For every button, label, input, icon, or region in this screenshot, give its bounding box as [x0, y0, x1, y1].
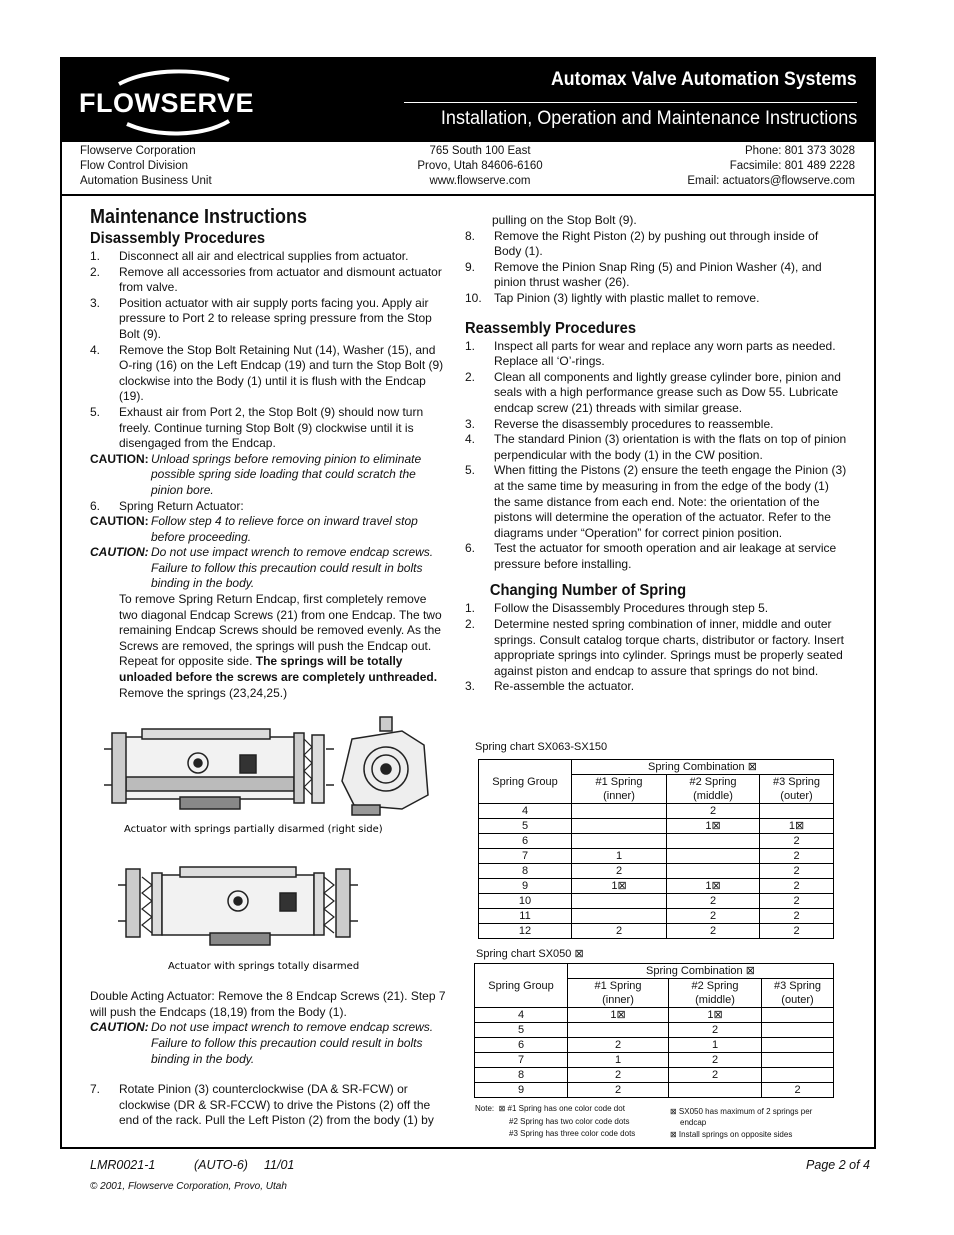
spring-group-header: Spring Group: [479, 760, 572, 804]
spring-count-cell: 2: [760, 909, 834, 924]
address-line: Flowserve Corporation: [80, 145, 196, 157]
step-number: 2.: [90, 264, 101, 279]
col-header: #1 Spring (inner): [572, 775, 667, 804]
spring-count-cell: 2: [760, 924, 834, 939]
logo-text: FLOWSERVE: [79, 88, 255, 118]
step-number: 8.: [465, 228, 476, 243]
caution-text: Do not use impact wrench to remove endcap screws. Failure to follow this precaution could result in bolts binding in the body.: [151, 545, 434, 591]
caution-label: CAUTION:: [90, 451, 149, 466]
spring-count-cell: [572, 834, 667, 849]
copyright: © 2001, Flowserve Corporation, Provo, Utah: [90, 1181, 287, 1192]
step-text: Test the actuator for smooth operation and air leakage at service pressure before installing.: [494, 541, 837, 571]
table-row: [475, 1038, 834, 1053]
caution-note: [90, 514, 448, 545]
table-notes-right: [670, 1106, 812, 1142]
table-row: [479, 924, 834, 939]
note: ⊠ #1 Spring has one color code dot: [498, 1104, 625, 1113]
step-text: Determine nested spring combination of inner, middle and outer springs. Consult catalog torque charts, distributor or factory. Insert appropriate springs into cylinder. Springs must be properly seated against piston and endcap to assure that springs do not bind.: [494, 617, 844, 678]
note: ⊠ SX050 has maximum of 2 springs per: [670, 1107, 813, 1116]
step-number: 1.: [465, 338, 476, 353]
step-number: 3.: [465, 679, 476, 694]
col-header: #1 Spring (inner): [568, 979, 669, 1008]
spring-group-cell: 5: [479, 819, 572, 834]
spring-count-cell: [762, 1008, 834, 1023]
spring-count-cell: 1⊠: [572, 879, 667, 894]
list-item: [90, 249, 448, 265]
spring-count-cell: 2: [572, 864, 667, 879]
step-text: Tap Pinion (3) lightly with plastic mallet to remove.: [494, 290, 760, 305]
section-title: Maintenance Instructions: [90, 206, 308, 228]
spring-chart-1: [475, 741, 834, 939]
spring-count-cell: [667, 849, 760, 864]
spring-count-cell: [669, 1083, 762, 1098]
step-text: Rotate Pinion (3) counterclockwise (DA & SR-FCW) or clockwise (DR & SR-FCCW) to drive the Pistons (2) off the end of the rack. Pull the Left Piston (2) from the body (1) by: [119, 1082, 434, 1128]
spring-count-cell: [572, 894, 667, 909]
doc-reference: [90, 1158, 294, 1172]
spring-count-cell: 1⊠: [667, 819, 760, 834]
caution-note: [90, 1020, 448, 1067]
list-item: [465, 679, 847, 695]
spring-count-cell: 2: [667, 909, 760, 924]
step-number: 1.: [90, 249, 101, 263]
spring-group-cell: 8: [475, 1068, 568, 1083]
spring-count-cell: 2: [760, 879, 834, 894]
header-title: Automax Valve Automation Systems: [551, 69, 857, 90]
list-item: [465, 229, 847, 260]
list-item: [465, 417, 847, 433]
spring-count-cell: [572, 804, 667, 819]
website-link[interactable]: www.flowserve.com: [429, 175, 531, 187]
caution-label: CAUTION:: [90, 514, 149, 529]
table-row: [479, 864, 834, 879]
caution-note: [90, 452, 448, 499]
spring-count-cell: 2: [760, 834, 834, 849]
step-number: 9.: [465, 259, 476, 274]
step-number: 4.: [465, 432, 476, 447]
spring-count-cell: [572, 909, 667, 924]
note: #3 Spring has three color code dots: [509, 1129, 636, 1138]
step-number: 1.: [465, 601, 476, 616]
spring-count-cell: 1⊠: [669, 1008, 762, 1023]
step-number: 2.: [465, 617, 476, 632]
spring-count-cell: 1⊠: [667, 879, 760, 894]
doc-number: LMR0021-1: [90, 1158, 156, 1172]
spring-group-cell: 6: [475, 1038, 568, 1053]
spring-group-cell: 10: [479, 894, 572, 909]
address-line: 765 South 100 East: [429, 145, 531, 157]
step-text: Position actuator with air supply ports facing you. Apply air pressure to Port 2 to release spring pressure from the Stop Bolt (9).: [119, 295, 432, 341]
address-center: [345, 144, 615, 189]
list-item: [465, 260, 847, 291]
step-text: The standard Pinion (3) orientation is with the flats on top of pinion perpendicular with the body (1) in the CW position.: [494, 432, 847, 462]
spring-count-cell: 2: [669, 1023, 762, 1038]
spring-table-1: [478, 759, 834, 939]
step-number: 3.: [465, 416, 476, 431]
step-text: Re-assemble the actuator.: [494, 679, 635, 694]
table-row: [475, 1023, 834, 1038]
email-link[interactable]: Email: actuators@flowserve.com: [687, 175, 855, 187]
fax: Facsimile: 801 489 2228: [729, 160, 855, 172]
spring-group-cell: 7: [475, 1053, 568, 1068]
step-text: Remove the Pinion Snap Ring (5) and Pinion Washer (4), and pinion thrust washer (26).: [494, 259, 822, 290]
spring-combination-header: Spring Combination ⊠: [568, 964, 834, 979]
address-divider: [61, 194, 875, 196]
phone: Phone: 801 373 3028: [745, 145, 855, 157]
disassembly-steps: [90, 249, 448, 452]
spring-count-cell: 2: [760, 864, 834, 879]
spring-group-cell: 4: [479, 804, 572, 819]
figure-caption: Actuator with springs totally disarmed: [168, 961, 360, 973]
note-label: Note:: [475, 1104, 495, 1113]
spring-count-cell: 1⊠: [760, 819, 834, 834]
spring-count-cell: [762, 1023, 834, 1038]
caution-note: [90, 545, 448, 592]
paragraph-text: To remove Spring Return Endcap, first completely remove two diagonal Endcap Screws (21) from one Endcap. The two remaining Endcap Screws should be removed evenly. As the Screws are removed, the springs will push the Endcap out. Repeat for opposite side.: [119, 592, 442, 669]
list-item: [465, 339, 847, 370]
note: #2 Spring has two color code dots: [509, 1116, 630, 1126]
table-row: [479, 879, 834, 894]
table-label: Spring chart SX063-SX150: [475, 741, 608, 753]
table-row: [479, 849, 834, 864]
address-line: Automation Business Unit: [80, 175, 212, 187]
list-item: [90, 296, 448, 343]
table-row: [475, 1068, 834, 1083]
header-subtitle: Installation, Operation and Maintenance Instructions: [440, 108, 857, 129]
list-item: [465, 291, 847, 307]
spring-count-cell: [667, 864, 760, 879]
spring-count-cell: [568, 1023, 669, 1038]
doc-date: 11/01: [264, 1158, 295, 1172]
flowserve-logo: [79, 66, 259, 138]
spring-count-cell: 2: [760, 849, 834, 864]
spring-count-cell: [762, 1053, 834, 1068]
table-row: [475, 1008, 834, 1023]
spring-group-cell: 9: [479, 879, 572, 894]
caution-text: Do not use impact wrench to remove endcap screws. Failure to follow this precaution could result in bolts binding in the body.: [151, 1020, 434, 1066]
table-row: [475, 1083, 834, 1098]
spring-count-cell: 1: [572, 849, 667, 864]
step-text: Disconnect all air and electrical supplies from actuator.: [119, 249, 409, 263]
spring-combination-header: Spring Combination ⊠: [572, 760, 834, 775]
spring-count-cell: 2: [669, 1053, 762, 1068]
spring-count-cell: 2: [572, 924, 667, 939]
step-number: 4.: [90, 342, 101, 357]
step-number: 10.: [465, 290, 482, 305]
address-line: Provo, Utah 84606-6160: [417, 160, 543, 172]
table-label: Spring chart SX050 ⊠: [476, 948, 584, 960]
table-row: [479, 909, 834, 924]
spring-table-2: [474, 963, 834, 1098]
spring-group-cell: 7: [479, 849, 572, 864]
header-divider: [404, 102, 857, 103]
col-header: #2 Spring (middle): [667, 775, 760, 804]
step-text: Clean all components and lightly grease cylinder bore, pinion and seals with a high performance grease such as Dow 55. Lubricate endcap screw (21) threads with similar grease.: [494, 369, 841, 415]
spring-count-cell: 2: [760, 894, 834, 909]
spring-count-cell: 2: [669, 1068, 762, 1083]
address-left: [80, 144, 212, 189]
spring-count-cell: 1⊠: [568, 1008, 669, 1023]
actuator-figure: [90, 709, 448, 979]
spring-group-header: Spring Group: [475, 964, 568, 1008]
table-row: [479, 894, 834, 909]
table-row: [475, 1053, 834, 1068]
table-row: [479, 834, 834, 849]
step-text: Reverse the disassembly procedures to reassemble.: [494, 416, 774, 431]
step-number: 6.: [90, 498, 101, 513]
step-number: 5.: [90, 404, 101, 419]
page-number: Page 2 of 4: [806, 1158, 870, 1172]
spring-count-cell: [760, 804, 834, 819]
caution-text: Follow step 4 to relieve force on inward travel stop before proceeding.: [151, 514, 418, 544]
spring-count-cell: 2: [667, 924, 760, 939]
col-header: #3 Spring (outer): [762, 979, 834, 1008]
step-text: Follow the Disassembly Procedures through step 5.: [494, 601, 769, 616]
spring-group-cell: 9: [475, 1083, 568, 1098]
step-text: Remove all accessories from actuator and dismount actuator from valve.: [119, 264, 442, 295]
double-acting-paragraph: Double Acting Actuator: Remove the 8 Endcap Screws (21). Step 7 will push the Endcaps (18,19) from the Body (1).: [90, 989, 446, 1019]
spring-count-cell: 2: [568, 1083, 669, 1098]
table-row: [479, 819, 834, 834]
caution-label: CAUTION:: [90, 545, 149, 560]
actuator-partial-disarmed-drawing: [104, 729, 334, 809]
doc-code: (AUTO-6): [194, 1158, 248, 1172]
actuator-end-view-drawing: [342, 717, 428, 815]
changing-steps: [465, 601, 847, 695]
left-column: [90, 206, 448, 1129]
note: endcap: [680, 1117, 707, 1127]
reassembly-steps: [465, 339, 847, 573]
paragraph-text: Remove the springs (23,24,25.): [119, 685, 288, 700]
address-right: [687, 144, 855, 189]
spring-count-cell: [667, 834, 760, 849]
step-continuation: pulling on the Stop Bolt (9).: [492, 213, 637, 227]
note: ⊠ Install springs on opposite sides: [670, 1130, 793, 1139]
step-text: Exhaust air from Port 2, the Stop Bolt (9) should now turn freely. Continue turning Stop Bolt (9) clockwise until it is disengaged from the Endcap.: [119, 404, 424, 451]
disassembly-steps-cont: [465, 229, 847, 307]
spring-group-cell: 8: [479, 864, 572, 879]
caution-label: CAUTION:: [90, 1020, 149, 1035]
step-text: Remove the Right Piston (2) by pushing out through inside of Body (1).: [494, 228, 819, 259]
list-item: [90, 265, 448, 296]
spring-group-cell: 12: [479, 924, 572, 939]
list-item: [90, 405, 448, 452]
spring-count-cell: 1: [568, 1053, 669, 1068]
spring-count-cell: 2: [667, 894, 760, 909]
list-item: [465, 541, 847, 572]
list-item: [90, 1082, 448, 1129]
spring-group-cell: 11: [479, 909, 572, 924]
step-number: 7.: [90, 1082, 101, 1097]
step-text: Remove the Stop Bolt Retaining Nut (14), Washer (15), and O-ring (16) on the Left Endcap (19) and turn the Stop Bolt (9) clockwise into the Body (1) until it is flush with the Endcap (19).: [119, 342, 444, 404]
list-item: [90, 499, 448, 515]
step-text: Inspect all parts for wear and replace any worn parts as needed. Replace all ‘O’-rings.: [494, 338, 836, 369]
step-number: 6.: [465, 541, 476, 556]
spring-count-cell: 1: [669, 1038, 762, 1053]
list-item: [465, 601, 847, 617]
spring-group-cell: 6: [479, 834, 572, 849]
col-header: #3 Spring (outer): [760, 775, 834, 804]
list-item: [465, 370, 847, 417]
table-row: [479, 804, 834, 819]
list-item: [90, 343, 448, 405]
caution-text: Unload springs before removing pinion to eliminate possible spring side loading that could scratch the pinion bore.: [151, 451, 422, 497]
table-notes-left: [475, 1103, 635, 1141]
figure-caption: Actuator with springs partially disarmed (right side): [124, 824, 383, 836]
list-item: [465, 432, 847, 463]
list-item: [465, 617, 847, 679]
spring-count-cell: 2: [568, 1038, 669, 1053]
right-column: [465, 213, 847, 695]
spring-return-paragraph: [90, 592, 448, 701]
spring-group-cell: 5: [475, 1023, 568, 1038]
spring-count-cell: 2: [667, 804, 760, 819]
disassembly-heading: Disassembly Procedures: [90, 230, 266, 247]
spring-count-cell: [572, 819, 667, 834]
address-line: Flow Control Division: [80, 160, 189, 172]
col-header: #2 Spring (middle): [669, 979, 762, 1008]
spring-chart-2: [476, 947, 834, 1098]
reassembly-heading: Reassembly Procedures: [465, 319, 637, 337]
changing-heading: Changing Number of Spring: [489, 582, 687, 600]
spring-count-cell: [762, 1038, 834, 1053]
header-bar: [61, 58, 875, 142]
spring-count-cell: 2: [762, 1083, 834, 1098]
spring-group-cell: 4: [475, 1008, 568, 1023]
actuator-fully-disarmed-drawing: [118, 867, 358, 945]
spring-count-cell: 2: [568, 1068, 669, 1083]
step-number: 5.: [465, 463, 476, 478]
spring-count-cell: [762, 1068, 834, 1083]
step-text: Spring Return Actuator:: [119, 498, 244, 513]
paragraph-bold: The springs will be totally unloaded before the screws are completely unthreaded.: [119, 654, 438, 685]
step-text: When fitting the Pistons (2) ensure the teeth engage the Pinion (3) at the same time by measuring in from the edge of the body (1) the same distance from each end. Note: the orientation of the pistons will determine the operation of the actuator. Refer to the diagrams under “Operation” for correct pinion position.: [494, 463, 847, 540]
step-number: 2.: [465, 369, 476, 384]
step-number: 3.: [90, 295, 101, 310]
list-item: [465, 463, 847, 541]
